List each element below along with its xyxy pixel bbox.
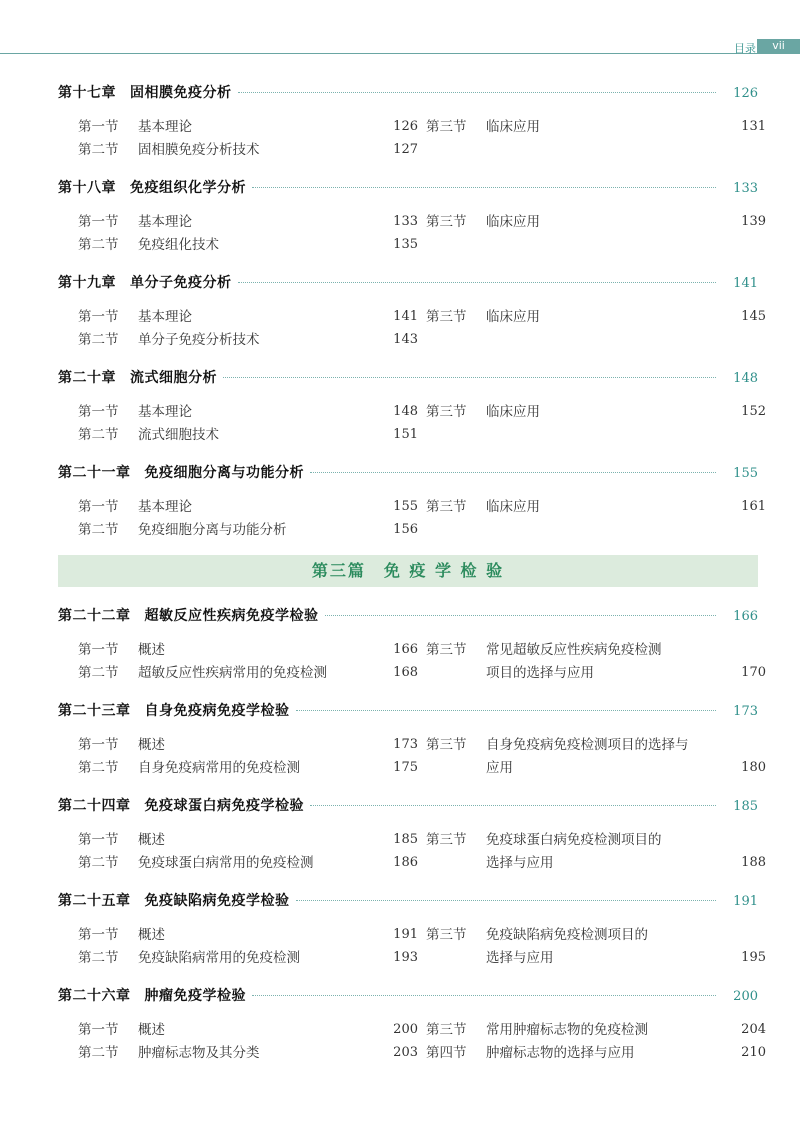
chapter-heading[interactable] (58, 603, 758, 629)
section-entry[interactable] (78, 401, 418, 424)
section-name: 概述 (138, 927, 165, 943)
section-number: 第一节 (78, 642, 119, 658)
section-list (58, 639, 766, 684)
section-name: 临床应用 (486, 309, 540, 325)
section-page: 210 (741, 1044, 766, 1060)
section-number: 第一节 (78, 309, 119, 325)
section-name: 临床应用 (486, 404, 540, 420)
section-column-right (426, 496, 766, 541)
header-rule (0, 53, 800, 54)
dot-leader (310, 472, 716, 473)
section-number: 第四节 (426, 1044, 467, 1061)
section-page: 180 (741, 759, 766, 775)
section-column-right (426, 401, 766, 446)
section-name: 概述 (138, 1022, 165, 1038)
section-page: 166 (393, 642, 418, 657)
section-page: 151 (393, 426, 418, 442)
section-name: 免疫组化技术 (138, 236, 219, 253)
chapter-page: 185 (733, 799, 758, 814)
section-name: 免疫球蛋白病免疫检测项目的 选择与应用 (486, 832, 662, 871)
section-number: 第二节 (78, 854, 119, 871)
section-entry[interactable] (78, 519, 418, 542)
section-number: 第二节 (78, 759, 119, 776)
section-entry[interactable] (78, 734, 418, 757)
section-column-right (426, 211, 766, 256)
section-column-left (78, 401, 418, 446)
section-page: 143 (393, 331, 418, 347)
section-name: 概述 (138, 642, 165, 658)
section-column-right (426, 924, 766, 969)
section-number: 第一节 (78, 737, 119, 753)
chapter-page: 191 (733, 894, 758, 909)
chapter-entry (58, 983, 766, 1064)
section-name: 免疫细胞分离与功能分析 (138, 521, 287, 538)
chapter-page: 166 (733, 609, 758, 624)
header-page-number: vii (757, 39, 800, 53)
chapter-heading[interactable] (58, 365, 758, 391)
section-number: 第三节 (426, 737, 467, 753)
section-list (58, 496, 766, 541)
section-entry[interactable] (426, 1019, 766, 1042)
section-page: 156 (393, 521, 418, 537)
section-entry[interactable] (426, 924, 766, 969)
section-name: 单分子免疫分析技术 (138, 331, 260, 348)
chapter-number: 第二十一章 (58, 465, 131, 481)
section-page: 195 (741, 949, 766, 965)
section-page: 175 (393, 759, 418, 775)
section-entry[interactable] (426, 734, 766, 779)
chapter-heading[interactable] (58, 698, 758, 724)
chapter-number: 第十九章 (58, 275, 116, 291)
section-column-left (78, 829, 418, 874)
section-entry[interactable] (426, 401, 766, 424)
section-name: 常用肿瘤标志物的免疫检测 (486, 1022, 648, 1038)
chapter-entry (58, 460, 766, 541)
section-name: 临床应用 (486, 499, 540, 515)
chapter-page: 173 (733, 704, 758, 719)
section-entry[interactable] (78, 1019, 418, 1042)
dot-leader (296, 710, 717, 711)
chapter-heading[interactable] (58, 80, 758, 106)
section-column-left (78, 496, 418, 541)
section-column-left (78, 211, 418, 256)
section-column-right (426, 829, 766, 874)
chapter-number: 第二十二章 (58, 608, 131, 624)
chapter-entry (58, 793, 766, 874)
section-list (58, 924, 766, 969)
dot-leader (310, 805, 716, 806)
section-number: 第一节 (78, 119, 119, 135)
section-number: 第三节 (426, 642, 467, 658)
dot-leader (252, 995, 716, 996)
section-name: 免疫缺陷病常用的免疫检测 (138, 949, 300, 966)
section-number: 第一节 (78, 927, 119, 943)
dot-leader (238, 92, 717, 93)
section-page: 139 (741, 214, 766, 229)
section-page: 133 (393, 214, 418, 229)
section-name: 超敏反应性疾病常用的免疫检测 (138, 664, 327, 681)
section-column-left (78, 734, 418, 779)
section-name: 基本理论 (138, 214, 192, 230)
section-entry[interactable] (78, 639, 418, 662)
section-page: 188 (741, 854, 766, 870)
section-name: 概述 (138, 832, 165, 848)
section-entry[interactable] (78, 329, 418, 352)
chapter-heading[interactable] (58, 983, 758, 1009)
section-column-left (78, 1019, 418, 1064)
chapter-number: 第二十章 (58, 370, 116, 386)
section-number: 第一节 (78, 214, 119, 230)
chapter-heading[interactable] (58, 460, 758, 486)
section-name: 基本理论 (138, 404, 192, 420)
section-entry[interactable] (426, 116, 766, 139)
section-entry[interactable] (426, 1042, 766, 1065)
section-column-left (78, 116, 418, 161)
chapters-after (58, 603, 766, 1064)
chapter-title (58, 698, 290, 724)
dot-leader (223, 377, 716, 378)
section-entry[interactable] (78, 924, 418, 947)
section-page: 170 (741, 664, 766, 680)
chapter-entry (58, 603, 766, 684)
section-page: 127 (393, 141, 418, 157)
chapter-name: 超敏反应性疾病免疫学检验 (144, 608, 319, 624)
section-entry[interactable] (78, 424, 418, 447)
section-entry[interactable] (78, 496, 418, 519)
section-page: 131 (741, 119, 766, 134)
chapter-page: 133 (733, 181, 758, 196)
section-list (58, 401, 766, 446)
section-name: 临床应用 (486, 119, 540, 135)
section-list (58, 829, 766, 874)
section-name: 免疫缺陷病免疫检测项目的 选择与应用 (486, 927, 648, 966)
section-entry[interactable] (78, 306, 418, 329)
section-name: 肿瘤标志物及其分类 (138, 1044, 260, 1061)
header-label: 目录 (734, 42, 756, 55)
section-number: 第二节 (78, 331, 119, 348)
section-page: 204 (741, 1022, 766, 1037)
section-number: 第三节 (426, 499, 467, 515)
chapter-number: 第二十四章 (58, 798, 131, 814)
chapter-page: 200 (733, 989, 758, 1004)
section-entry[interactable] (426, 211, 766, 234)
section-entry[interactable] (426, 306, 766, 329)
chapter-name: 免疫细胞分离与功能分析 (144, 465, 304, 481)
section-page: 155 (393, 499, 418, 514)
section-list (58, 211, 766, 256)
chapter-entry (58, 698, 766, 779)
section-name: 临床应用 (486, 214, 540, 230)
section-page: 173 (393, 737, 418, 752)
section-page: 168 (393, 664, 418, 680)
chapter-name: 免疫缺陷病免疫学检验 (144, 893, 290, 909)
section-page: 191 (393, 927, 418, 942)
section-number: 第二节 (78, 141, 119, 158)
section-name: 概述 (138, 737, 165, 753)
chapter-name: 流式细胞分析 (130, 370, 217, 386)
chapter-heading[interactable] (58, 270, 758, 296)
section-name: 常见超敏反应性疾病免疫检测 项目的选择与应用 (486, 642, 662, 681)
section-list (58, 1019, 766, 1064)
section-column-left (78, 639, 418, 684)
section-name: 基本理论 (138, 499, 192, 515)
section-column-right (426, 306, 766, 351)
chapter-name: 免疫球蛋白病免疫学检验 (144, 798, 304, 814)
section-number: 第一节 (78, 832, 119, 848)
section-entry[interactable] (78, 116, 418, 139)
section-column-right (426, 734, 766, 779)
section-number: 第三节 (426, 119, 467, 135)
chapter-entry (58, 80, 766, 161)
section-number: 第二节 (78, 664, 119, 681)
chapter-title (58, 460, 304, 486)
section-page: 200 (393, 1022, 418, 1037)
section-name: 免疫球蛋白病常用的免疫检测 (138, 854, 314, 871)
dot-leader (325, 615, 717, 616)
section-number: 第一节 (78, 1022, 119, 1038)
section-number: 第二节 (78, 521, 119, 538)
chapter-title (58, 80, 232, 106)
section-number: 第三节 (426, 927, 467, 943)
chapter-entry (58, 270, 766, 351)
chapter-title (58, 888, 290, 914)
section-page: 186 (393, 854, 418, 870)
section-list (58, 734, 766, 779)
section-number: 第二节 (78, 1044, 119, 1061)
section-page: 141 (393, 309, 418, 324)
section-number: 第三节 (426, 404, 467, 420)
section-entry[interactable] (426, 829, 766, 874)
dot-leader (252, 187, 716, 188)
section-entry[interactable] (78, 139, 418, 162)
chapter-title (58, 365, 217, 391)
section-name: 基本理论 (138, 119, 192, 135)
chapter-entry (58, 888, 766, 969)
chapter-number: 第二十六章 (58, 988, 131, 1004)
section-page: 126 (393, 119, 418, 134)
section-column-right (426, 116, 766, 161)
section-entry[interactable] (426, 639, 766, 684)
chapter-page: 126 (733, 86, 758, 101)
section-name: 基本理论 (138, 309, 192, 325)
chapters-before (58, 80, 766, 541)
section-name: 固相膜免疫分析技术 (138, 141, 260, 158)
chapter-number: 第二十五章 (58, 893, 131, 909)
section-number: 第二节 (78, 949, 119, 966)
section-column-left (78, 924, 418, 969)
chapter-heading[interactable] (58, 175, 758, 201)
chapter-page: 141 (733, 276, 758, 291)
section-number: 第二节 (78, 426, 119, 443)
dot-leader (238, 282, 717, 283)
section-column-right (426, 639, 766, 684)
chapter-name: 固相膜免疫分析 (130, 85, 232, 101)
section-page: 185 (393, 832, 418, 847)
table-of-contents (58, 80, 766, 1078)
section-name: 自身免疫病免疫检测项目的选择与 应用 (486, 737, 689, 776)
section-list (58, 116, 766, 161)
section-number: 第一节 (78, 499, 119, 515)
chapter-name: 肿瘤免疫学检验 (144, 988, 246, 1004)
section-number: 第三节 (426, 309, 467, 325)
chapter-title (58, 603, 319, 629)
section-number: 第二节 (78, 236, 119, 253)
section-list (58, 306, 766, 351)
chapter-heading[interactable] (58, 888, 758, 914)
section-page: 148 (393, 404, 418, 419)
section-page: 135 (393, 236, 418, 252)
section-entry[interactable] (78, 829, 418, 852)
chapter-title (58, 270, 232, 296)
chapter-entry (58, 365, 766, 446)
section-name: 肿瘤标志物的选择与应用 (486, 1044, 635, 1061)
chapter-name: 免疫组织化学分析 (130, 180, 246, 196)
section-number: 第一节 (78, 404, 119, 420)
section-name: 自身免疫病常用的免疫检测 (138, 759, 300, 776)
section-entry[interactable] (78, 211, 418, 234)
section-entry[interactable] (78, 947, 418, 970)
section-entry[interactable] (78, 852, 418, 875)
chapter-title (58, 175, 246, 201)
chapter-name: 单分子免疫分析 (130, 275, 232, 291)
section-page: 161 (741, 499, 766, 514)
section-entry[interactable] (78, 1042, 418, 1065)
chapter-title (58, 793, 304, 819)
section-page: 193 (393, 949, 418, 965)
section-column-left (78, 306, 418, 351)
section-number: 第三节 (426, 832, 467, 848)
dot-leader (296, 900, 717, 901)
section-entry[interactable] (78, 757, 418, 780)
chapter-page: 148 (733, 371, 758, 386)
chapter-number: 第十七章 (58, 85, 116, 101)
chapter-number: 第二十三章 (58, 703, 131, 719)
chapter-title (58, 983, 246, 1009)
section-column-right (426, 1019, 766, 1064)
part-banner: 第三篇 免 疫 学 检 验 (58, 555, 758, 587)
section-entry[interactable] (78, 234, 418, 257)
section-number: 第三节 (426, 1022, 467, 1038)
section-name: 流式细胞技术 (138, 426, 219, 443)
section-entry[interactable] (426, 496, 766, 519)
chapter-name: 自身免疫病免疫学检验 (144, 703, 290, 719)
chapter-heading[interactable] (58, 793, 758, 819)
section-page: 203 (393, 1044, 418, 1060)
chapter-page: 155 (733, 466, 758, 481)
chapter-number: 第十八章 (58, 180, 116, 196)
section-page: 145 (741, 309, 766, 324)
chapter-entry (58, 175, 766, 256)
section-entry[interactable] (78, 662, 418, 685)
section-number: 第三节 (426, 214, 467, 230)
section-page: 152 (741, 404, 766, 419)
